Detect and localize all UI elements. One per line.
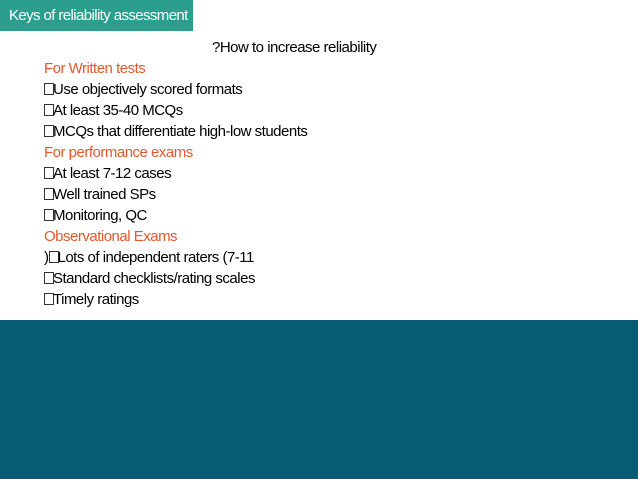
section-heading-performance-exams: For performance exams — [44, 144, 193, 161]
section-heading-written-tests: For Written tests — [44, 60, 146, 77]
list-item — [44, 100, 604, 121]
item-text: Well trained SPs — [53, 186, 156, 203]
slide-title: Keys of reliability assessment — [0, 0, 193, 31]
list-item — [44, 268, 604, 289]
item-text: MCQs that differentiate high-low students — [53, 123, 308, 140]
slide-content — [44, 37, 604, 310]
list-item — [44, 247, 604, 268]
item-text: Standard checklists/rating scales — [53, 270, 255, 287]
list-item — [44, 79, 604, 100]
footer-band — [0, 320, 638, 479]
item-text: Timely ratings — [53, 291, 139, 308]
list-item — [44, 163, 604, 184]
list-item — [44, 289, 604, 310]
item-prefix: ) — [44, 249, 49, 266]
slide-subtitle: ?How to increase reliability — [212, 39, 377, 56]
section-heading-observational-exams: Observational Exams — [44, 228, 178, 245]
item-text: Lots of independent raters (7-11 — [57, 249, 254, 266]
item-text: Monitoring, QC — [53, 207, 147, 224]
item-text: At least 7-12 cases — [53, 165, 172, 182]
item-text: At least 35-40 MCQs — [53, 102, 183, 119]
item-text: Use objectively scored formats — [53, 81, 243, 98]
list-item — [44, 121, 604, 142]
list-item — [44, 184, 604, 205]
list-item — [44, 205, 604, 226]
